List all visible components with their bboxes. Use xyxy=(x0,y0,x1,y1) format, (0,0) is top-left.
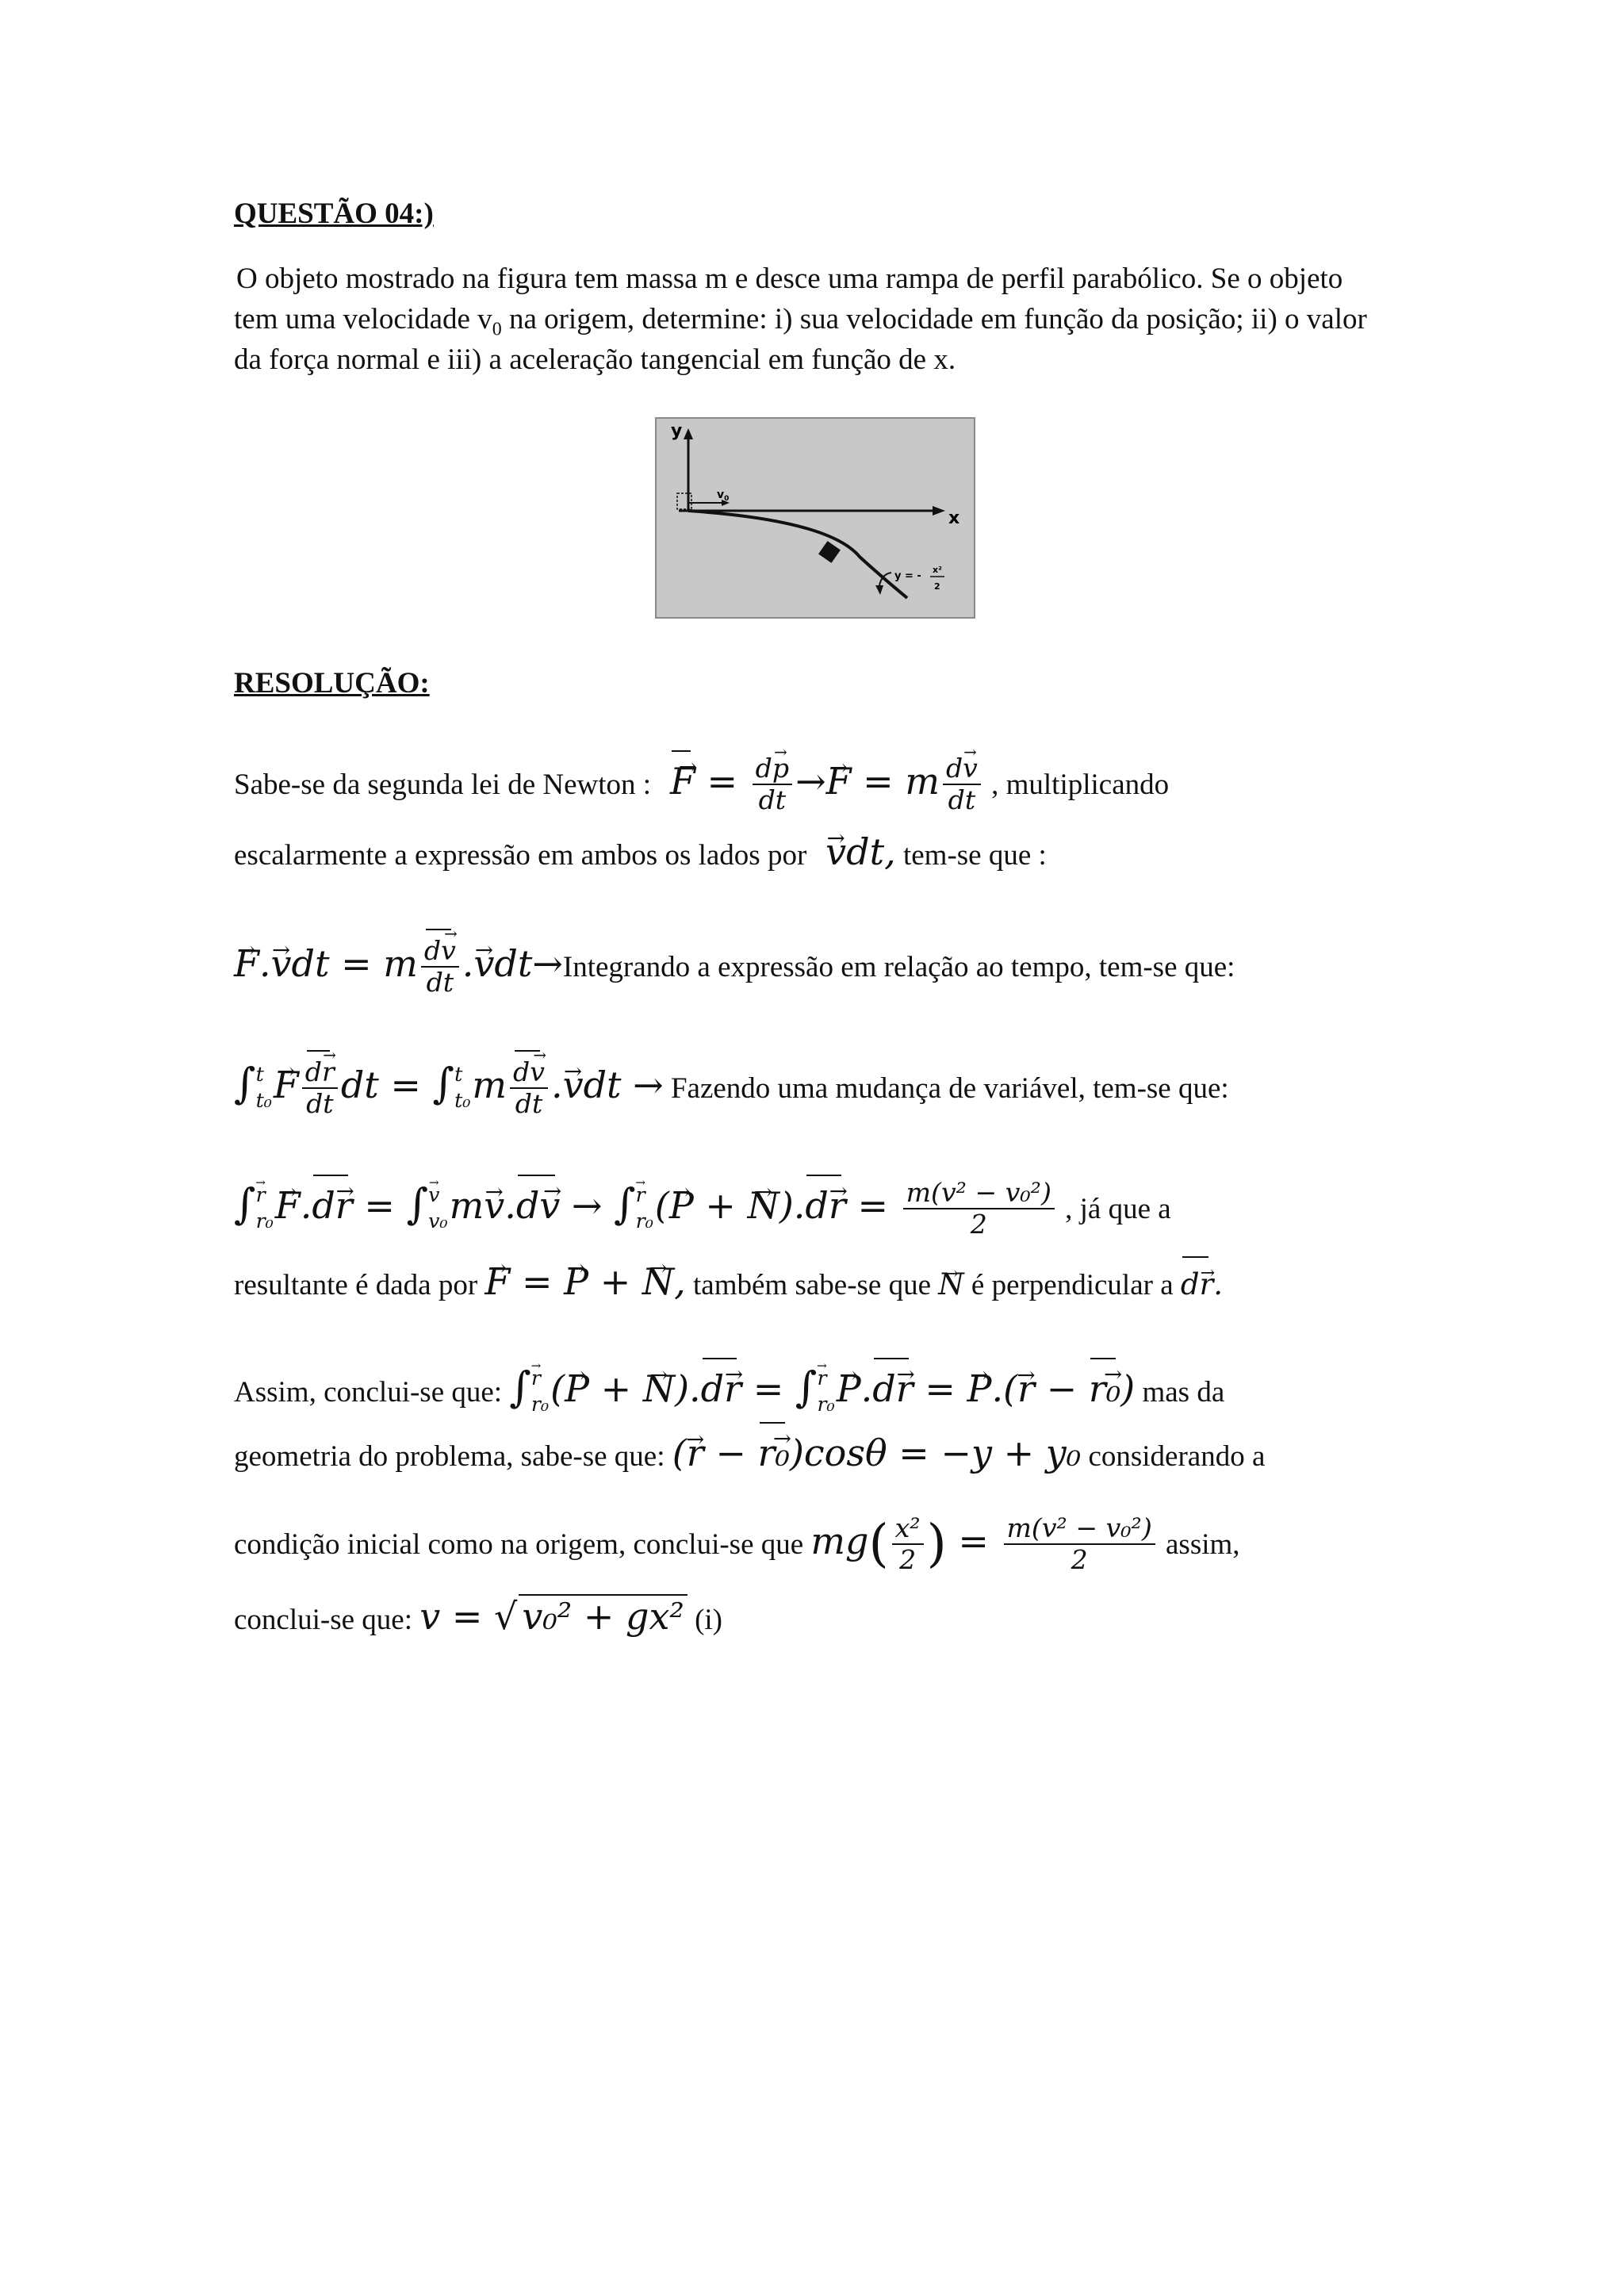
question-title: QUESTÃO 04:) xyxy=(234,197,434,230)
resolution-line-2: escalarmente a expressão em ambos os lados por → vdt, tem-se que : xyxy=(234,831,1047,876)
question-line-3: da força normal e iii) a aceleração tangencial em função de x. xyxy=(234,343,956,376)
resolution-line-4: ∫ t t₀ → F → $\frac{dr}{dt}$ dt = ∫ t t₀ m → $\frac{dv}{dt}$ .→ vdt → Fazendo uma mudança de variável, tem-se que: xyxy=(234,1057,1229,1119)
figure-curve-label: y = - xyxy=(894,570,921,582)
resolution-line-3: → F.→ vdt = m → $\frac{dv}{dt}$ .→ vdt→Integrando a expressão em relação ao tempo, tem-se que: xyxy=(234,936,1235,998)
figure-x-axis-label: x xyxy=(948,508,960,528)
resolution-line-6: resultante é dada por → F = → P + → N, também sabe-se que → N é perpendicular a → dr. xyxy=(234,1261,1223,1306)
question-line-2: tem uma velocidade $v_0$ na origem, determine: i) sua velocidade em função da posição; ii) o valor xyxy=(234,303,1367,340)
figure-y-axis-label: y xyxy=(671,421,683,441)
resolution-title: RESOLUÇÃO: xyxy=(234,667,430,700)
figure-curve-den: 2 xyxy=(934,581,940,592)
resolution-line-5: ∫ → r r₀ → F.→ dr = ∫ → v v₀ m→ v.→ dv → ∫ → r r₀ (→ P + → N).→ dr = $\frac{\text{m(v² − v₀²)}}{2}$ , já que a xyxy=(234,1178,1171,1240)
figure-velocity-label: $v_0$ xyxy=(717,489,730,503)
resolution-line-7: Assim, conclui-se que: ∫ → r r₀ (→ P + → N).→ dr = ∫ → r r₀ → P.→ dr = → P.(→ r − → r₀) mas da xyxy=(234,1366,1224,1418)
resolution-line-9: condição inicial como na origem, conclui-se que mg( $\frac{\text{x²}}{2}$ ) = $\frac{\text{m(v² − v₀²)}}{2}$ assim, xyxy=(234,1512,1240,1576)
parabolic-ramp-figure xyxy=(655,417,975,619)
figure-curve-num: x² xyxy=(933,565,942,575)
question-line-1: O objeto mostrado na figura tem massa m e desce uma rampa de perfil parabólico. Se o objeto xyxy=(236,263,1343,295)
resolution-line-10: conclui-se que: v = √ v₀² + gx² (i) xyxy=(234,1595,723,1638)
resolution-line-8: geometria do problema, sabe-se que: (→ r − → r₀)cosθ = −y + y₀ considerando a xyxy=(234,1432,1265,1478)
resolution-line-1: Sabe-se da segunda lei de Newton : → F = $\frac{d\to p}{dt}$ →→ F = m $\frac{d\to v}{dt}$ , multiplicando xyxy=(234,753,1169,815)
